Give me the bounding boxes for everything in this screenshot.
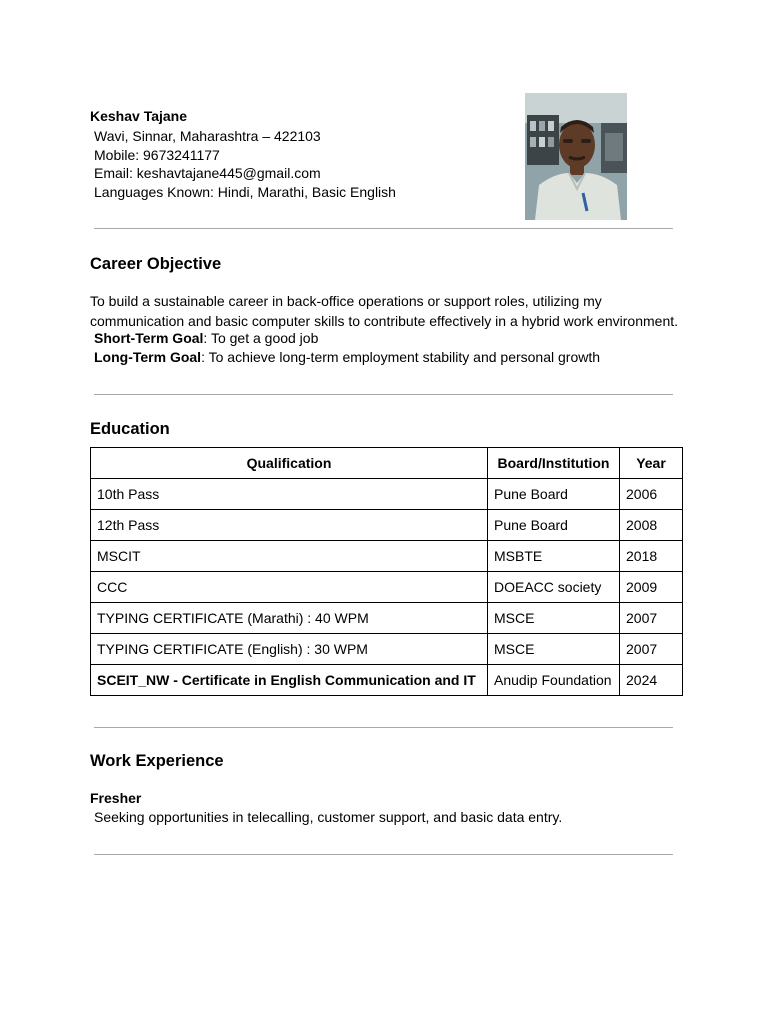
career-objective-heading: Career Objective	[90, 255, 222, 273]
short-term-goal-label: Short-Term Goal	[94, 330, 204, 346]
board-cell: DOEACC society	[488, 572, 620, 603]
table-row	[91, 541, 683, 572]
qualification-cell: TYPING CERTIFICATE (English) : 30 WPM	[91, 634, 488, 665]
contact-block	[94, 127, 396, 202]
career-objective-paragraph: To build a sustainable career in back-office operations or support roles, utilizing my communication and basic computer skills to contribute effectively in a hybrid work environment.	[90, 293, 679, 329]
address-line: Wavi, Sinnar, Maharashtra – 422103	[94, 128, 321, 144]
languages-line: Languages Known: Hindi, Marathi, Basic English	[94, 184, 396, 201]
board-cell: MSCE	[488, 634, 620, 665]
year-cell: 2008	[620, 510, 683, 541]
board-cell: MSCE	[488, 603, 620, 634]
long-term-goal-text: : To achieve long-term employment stability and personal growth	[201, 349, 601, 365]
board-cell: Pune Board	[488, 510, 620, 541]
divider-work	[94, 854, 673, 855]
table-row	[91, 479, 683, 510]
long-term-goal-label: Long-Term Goal	[94, 349, 202, 365]
year-cell: 2024	[620, 665, 683, 696]
education-heading: Education	[90, 420, 170, 438]
table-row	[91, 634, 683, 665]
education-table	[90, 447, 683, 696]
work-status: Fresher	[90, 790, 142, 806]
divider-career	[94, 394, 673, 395]
column-header-year: Year	[620, 448, 683, 479]
year-cell: 2007	[620, 603, 683, 634]
mobile-line: Mobile: 9673241177	[94, 146, 220, 163]
board-cell: Pune Board	[488, 479, 620, 510]
column-header-qualification: Qualification	[91, 448, 488, 479]
board-cell: MSBTE	[488, 541, 620, 572]
qualification-cell: MSCIT	[91, 541, 488, 572]
qualification-cell: SCEIT_NW - Certificate in English Communication and IT	[91, 665, 488, 696]
divider-header	[94, 228, 673, 229]
work-experience-heading: Work Experience	[90, 752, 224, 770]
table-header-row	[91, 448, 683, 479]
qualification-cell: 12th Pass	[91, 510, 488, 541]
year-cell: 2006	[620, 479, 683, 510]
year-cell: 2009	[620, 572, 683, 603]
qualification-cell: TYPING CERTIFICATE (Marathi) : 40 WPM	[91, 603, 488, 634]
divider-education	[94, 727, 673, 728]
year-cell: 2007	[620, 634, 683, 665]
table-row	[91, 510, 683, 541]
work-description: Seeking opportunities in telecalling, customer support, and basic data entry.	[94, 809, 563, 825]
board-cell: Anudip Foundation	[488, 665, 620, 696]
year-cell: 2018	[620, 541, 683, 572]
qualification-cell: CCC	[91, 572, 488, 603]
short-term-goal-text: : To get a good job	[203, 330, 319, 346]
email-line: Email: keshavtajane445@gmail.com	[94, 165, 321, 182]
table-row	[91, 665, 683, 696]
table-row	[91, 572, 683, 603]
profile-photo	[525, 93, 627, 220]
column-header-board: Board/Institution	[488, 448, 620, 479]
long-term-goal	[94, 349, 600, 365]
qualification-cell: 10th Pass	[91, 479, 488, 510]
table-row	[91, 603, 683, 634]
short-term-goal	[94, 330, 318, 346]
candidate-name: Keshav Tajane	[90, 108, 188, 124]
